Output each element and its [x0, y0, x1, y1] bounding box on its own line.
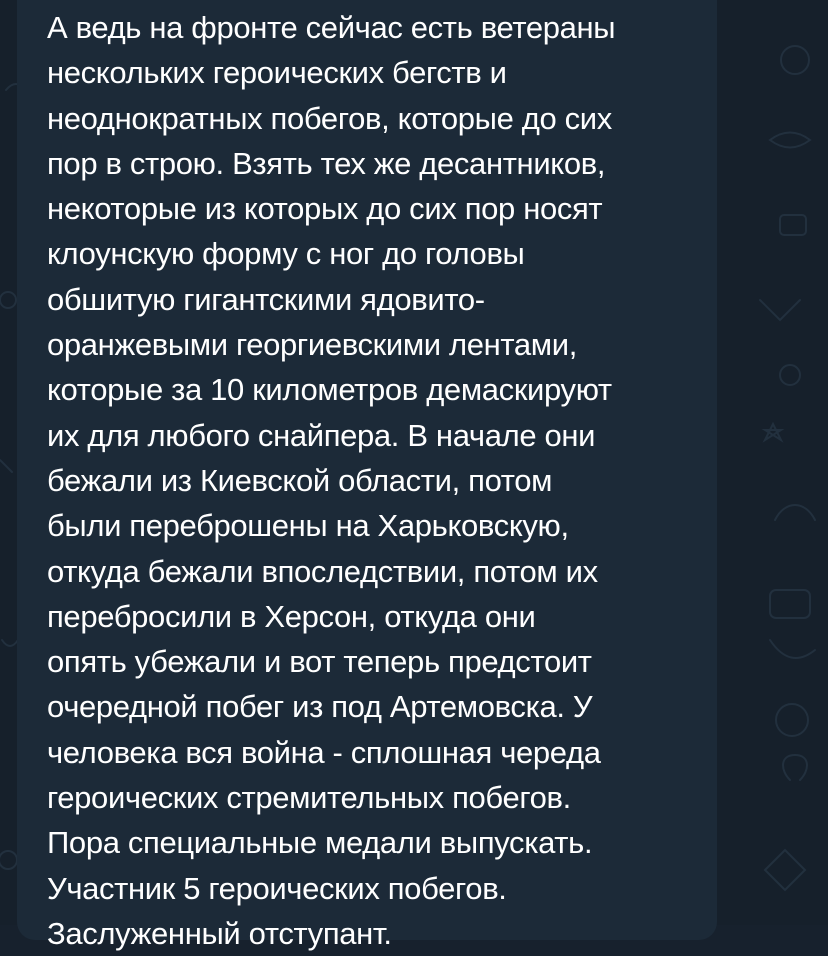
- message-line: опять убежали и вот теперь предстоит: [47, 644, 592, 680]
- message-line: неоднократных побегов, которые до сих: [47, 100, 612, 136]
- message-line: Участник 5 героических побегов.: [47, 870, 507, 906]
- message-line: оранжевыми георгиевскими лентами,: [47, 327, 577, 363]
- message-line: Пора специальные медали выпускать.: [47, 825, 593, 861]
- message-line: нескольких героических бегств и: [47, 55, 507, 91]
- message-line: откуда бежали впоследствии, потом их: [47, 553, 598, 589]
- message-line: клоунскую форму с ног до головы: [47, 236, 525, 272]
- message-line: пор в строю. Взять тех же десантников,: [47, 145, 606, 181]
- message-line: героических стремительных побегов.: [47, 780, 571, 816]
- message-line: А ведь на фронте сейчас есть ветераны: [47, 10, 616, 45]
- message-text: [47, 5, 719, 956]
- message-line: бежали из Киевской области, потом: [47, 462, 553, 498]
- message-line: Заслуженный отступант.: [47, 915, 392, 951]
- message-line: перебросили в Херсон, откуда они: [47, 598, 536, 634]
- message-line: очередной побег из под Артемовска. У: [47, 689, 593, 725]
- message-line: их для любого снайпера. В начале они: [47, 417, 596, 453]
- message-line: были переброшены на Харьковскую,: [47, 508, 569, 544]
- message-line: некоторые из которых до сих пор носят: [47, 191, 603, 227]
- message-line: обшитую гигантскими ядовито-: [47, 281, 485, 317]
- message-line: которые за 10 километров демаскируют: [47, 372, 612, 408]
- message-line: человека вся война - сплошная череда: [47, 734, 601, 770]
